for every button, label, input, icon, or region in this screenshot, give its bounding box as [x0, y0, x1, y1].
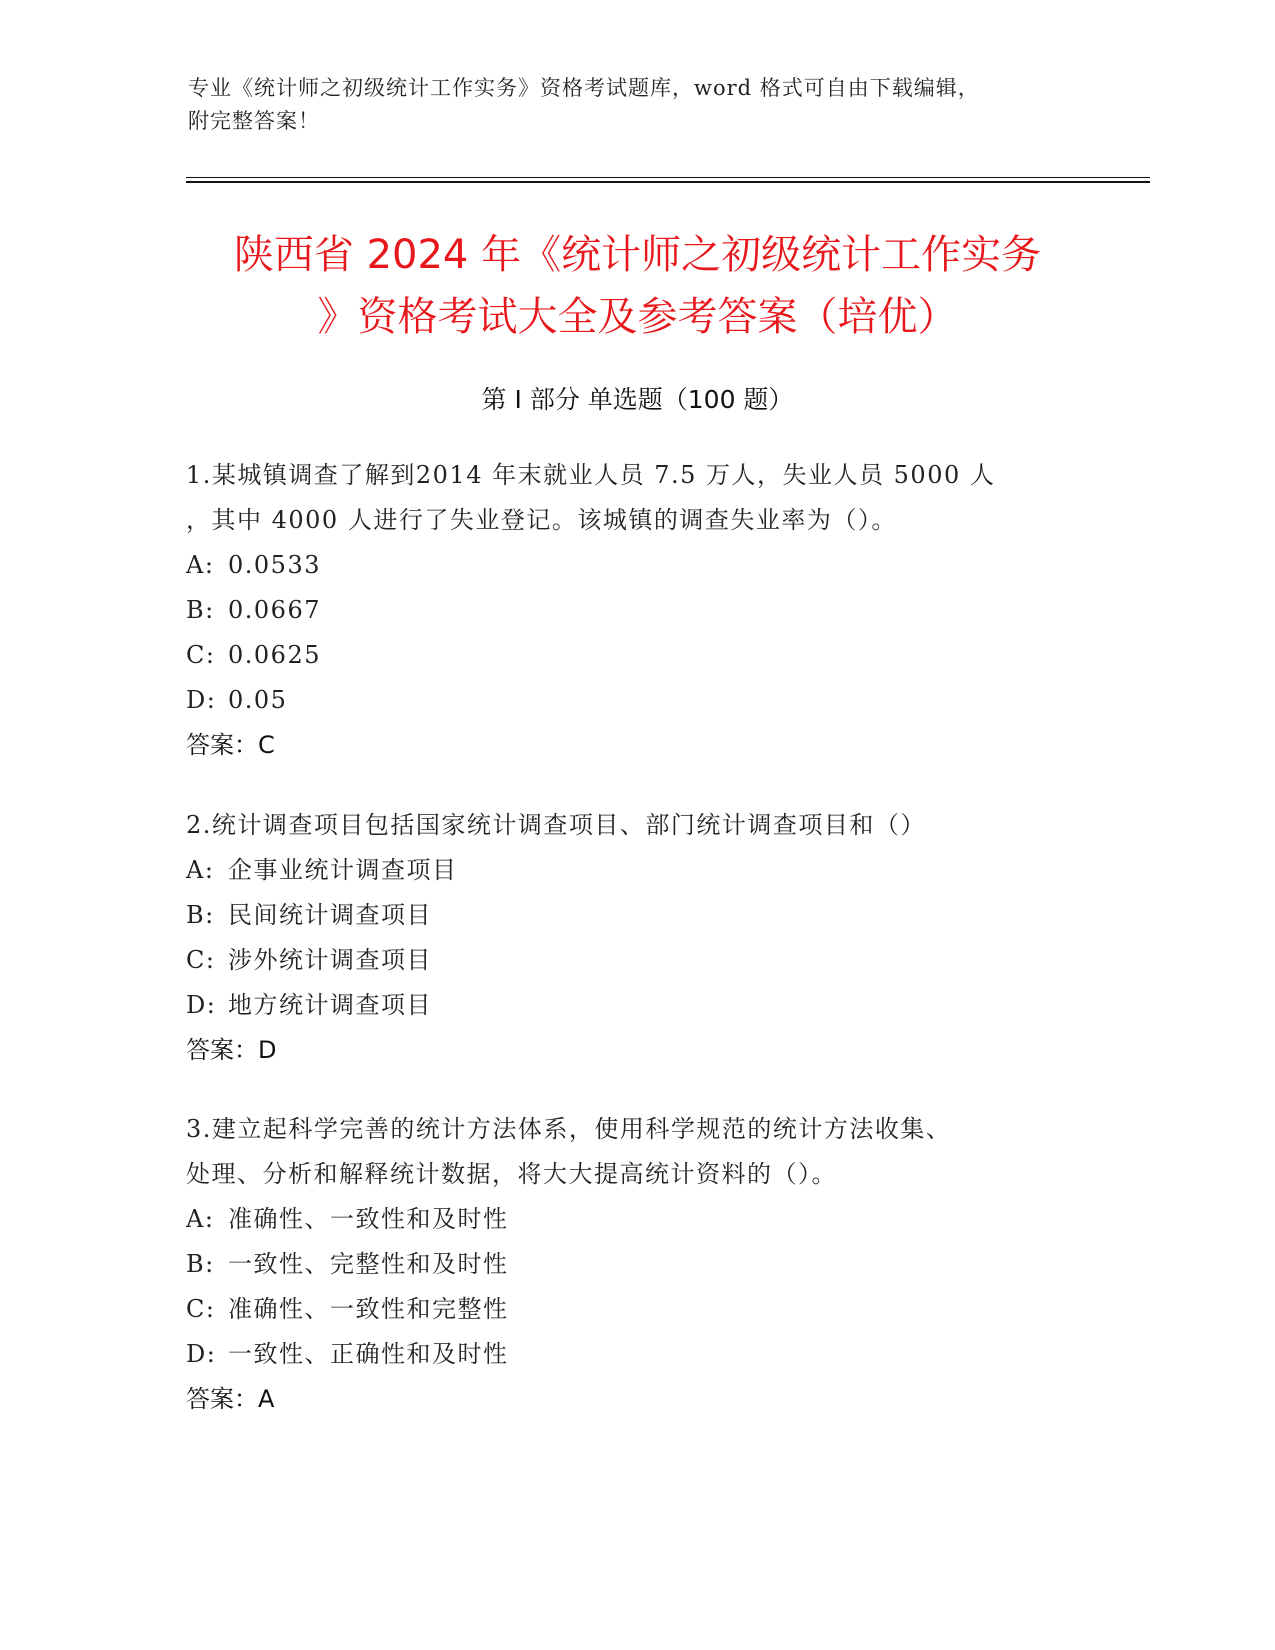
- question-block: [186, 803, 1086, 1073]
- option-d: [186, 1332, 1086, 1377]
- option-letter: A:: [186, 1205, 215, 1233]
- option-letter: C:: [186, 946, 216, 974]
- option-text: 准确性、一致性和完整性: [228, 1295, 509, 1323]
- option-text: 0.0533: [228, 551, 321, 579]
- option-c: [186, 1287, 1086, 1332]
- option-text: 一致性、正确性和及时性: [228, 1340, 509, 1368]
- question-text-line: 1.某城镇调查了解到2014 年末就业人员 7.5 万人，失业人员 5000 人: [186, 461, 996, 489]
- option-b: [186, 893, 1086, 938]
- option-letter: D:: [186, 686, 217, 714]
- option-b: [186, 1242, 1086, 1287]
- header-note: [188, 72, 1088, 138]
- option-text: 地方统计调查项目: [228, 991, 432, 1019]
- section-heading: 第 I 部分 单选题（100 题）: [481, 385, 794, 414]
- option-a: [186, 543, 1086, 588]
- option-letter: B:: [186, 596, 215, 624]
- question-block: [186, 1107, 1086, 1422]
- option-text: 企事业统计调查项目: [228, 856, 458, 884]
- option-text: 0.05: [228, 686, 288, 714]
- answer-line: 答案：A: [186, 1385, 275, 1413]
- document-title: [160, 224, 1115, 348]
- question-text-line: ，其中 4000 人进行了失业登记。该城镇的调查失业率为（）。: [186, 506, 897, 534]
- header-divider-thick: [186, 181, 1150, 183]
- option-letter: D:: [186, 991, 217, 1019]
- option-d: [186, 983, 1086, 1028]
- answer-line: 答案：C: [186, 731, 275, 759]
- option-text: 民间统计调查项目: [228, 901, 432, 929]
- option-letter: A:: [186, 551, 215, 579]
- option-a: [186, 1197, 1086, 1242]
- question-text-line: 2.统计调查项目包括国家统计调查项目、部门统计调查项目和（）: [186, 811, 926, 839]
- header-note-line-2: 附完整答案！: [188, 109, 320, 133]
- option-text: 0.0667: [228, 596, 321, 624]
- option-text: 准确性、一致性和及时性: [228, 1205, 509, 1233]
- option-a: [186, 848, 1086, 893]
- header-divider-thin: [186, 177, 1150, 178]
- option-letter: C:: [186, 1295, 216, 1323]
- option-letter: C:: [186, 641, 216, 669]
- document-title-line-1: 陕西省 2024 年《统计师之初级统计工作实务: [233, 232, 1042, 278]
- answer-line: 答案：D: [186, 1036, 277, 1064]
- question-block: [186, 453, 1086, 768]
- option-b: [186, 588, 1086, 633]
- question-text-line: 处理、分析和解释统计数据，将大大提高统计资料的（）。: [186, 1160, 837, 1188]
- option-d: [186, 678, 1086, 723]
- option-letter: B:: [186, 901, 215, 929]
- option-text: 一致性、完整性和及时性: [228, 1250, 509, 1278]
- option-text: 涉外统计调查项目: [228, 946, 432, 974]
- option-letter: A:: [186, 856, 215, 884]
- option-letter: B:: [186, 1250, 215, 1278]
- option-letter: D:: [186, 1340, 217, 1368]
- option-c: [186, 938, 1086, 983]
- question-text-line: 3.建立起科学完善的统计方法体系，使用科学规范的统计方法收集、: [186, 1115, 952, 1143]
- option-text: 0.0625: [228, 641, 321, 669]
- option-c: [186, 633, 1086, 678]
- header-note-line-1: 专业《统计师之初级统计工作实务》资格考试题库，word 格式可自由下载编辑，: [188, 76, 980, 100]
- document-title-line-2: 》资格考试大全及参考答案（培优）: [317, 294, 958, 340]
